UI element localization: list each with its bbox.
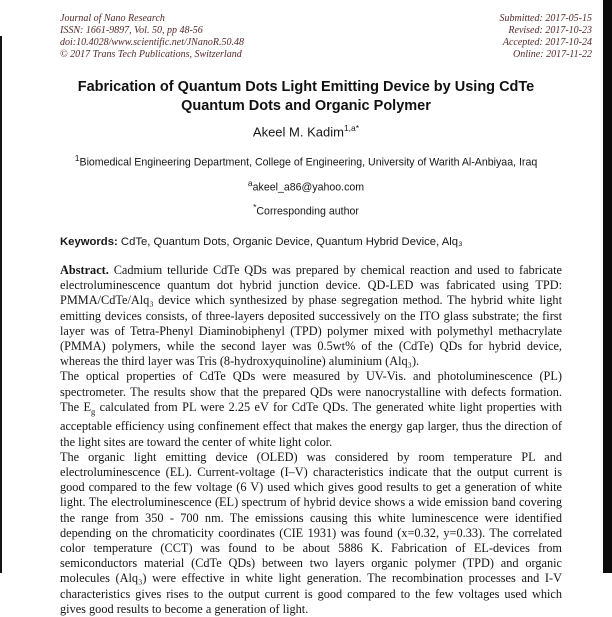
affiliation <box>0 153 612 169</box>
abstract-label: Abstract. <box>60 262 109 277</box>
author-line <box>0 123 612 139</box>
abstract-paragraph-3: The organic light emitting device (OLED) was considered by room temperature PL and electroluminescence (EL). Current-voltage (I–V) characteristics indicate that the output current is good compared to the few voltage (6 V) used which gives good results to get a generation of white light. The electroluminescence (EL) spectrum of hybrid device shows a wide emission band covering the range from 350 - 700 nm. The emissions causing this white luminescence were identified depending on the chromaticity coordinates (CIE 1931) was found (x=0.32, y=0.33). The correlated color temperature (CCT) was found to be about 5886 K. Fabrication of EL-devices from semiconductors material (CdTe QDs) between two layers organic polymer (TPD) and organic molecules (Alq₃) were effective in white light generation. The recombination processes and I-V characteristics gives rises to the output current is good compared to the few voltages used which gives good results to become a generation of light. <box>60 449 562 616</box>
paper-title: Fabrication of Quantum Dots Light Emitting Device by Using CdTe Quantum Dots and Organic Polymer <box>77 79 535 114</box>
affiliation-text: Biomedical Engineering Department, College of Engineering, University of Warith Al-Anbiyaa, Iraq <box>79 156 538 169</box>
author-email <box>0 178 612 194</box>
scan-edge-left <box>0 36 2 573</box>
author-superscript: 1,a* <box>343 123 360 133</box>
journal-doi: doi:10.4028/www.scientific.net/JNanoR.50.48 <box>60 37 244 48</box>
corresponding-marker: * <box>253 202 257 213</box>
keywords-list: CdTe, Quantum Dots, Organic Device, Quantum Hybrid Device, Alq₃ <box>117 235 463 248</box>
keywords-line <box>60 236 562 248</box>
date-online: Online: 2017-11-22 <box>513 49 592 60</box>
abstract-section <box>60 263 562 617</box>
abstract-paragraph-1-text: Cadmium telluride CdTe QDs was prepared by chemical reaction and used to fabricate electroluminescence quantum dot hybrid junction device. QD-LED was fabricated using TPD: PMMA/CdTe/Alq₃ device which synthesized by phase segregation method. The hybrid white light emitting devices consists, of three-layers deposited successively on the ITO glass substrate; the first layer was of Tetra-Phenyl Diaminobiphenyl (TPD) polymer mixed with polymethyl methacrylate (PMMA) polymers, while the second layer was 0.5wt% of the (CdTe) QDs for hybrid device, whereas the third layer was Tris (8-hydroxyquinoline) aluminium (Alq₃). <box>60 262 562 369</box>
abstract-paragraph-2-text-b: calculated from PL were 2.25 eV for CdTe QDs. The generated white light properties with acceptable efficiency using confinement effect that makes the energy gap larger, thus the direction of the light sites are toward the center of white light color. <box>60 399 562 449</box>
abstract-paragraph-1 <box>60 263 562 369</box>
keywords-label: Keywords: <box>60 235 118 248</box>
email-marker: a <box>247 177 253 188</box>
corresponding-author-note <box>0 202 612 218</box>
energy-gap-subscript: g <box>91 406 96 417</box>
date-submitted: Submitted: 2017-05-15 <box>499 13 592 24</box>
email-text: akeel_a86@yahoo.com <box>252 181 365 194</box>
page-header <box>0 0 612 61</box>
date-accepted: Accepted: 2017-10-24 <box>502 37 592 48</box>
author-name: Akeel M. Kadim <box>252 124 344 140</box>
scan-edge-right <box>603 0 612 573</box>
journal-issn-volume: ISSN: 1661-9897, Vol. 50, pp 48-56 <box>60 25 203 36</box>
affiliation-marker: 1 <box>74 153 80 164</box>
submission-dates <box>500 13 593 61</box>
abstract-paragraph-2 <box>60 369 562 449</box>
date-revised: Revised: 2017-10-23 <box>508 25 592 36</box>
journal-info <box>60 13 244 61</box>
abstract-paragraph-2-text-a: The optical properties of CdTe QDs were measured by UV-Vis. and photoluminescence (PL) spectrometer. The results show that the prepared QDs were nanocrystalline with defects formation. The E <box>60 369 562 414</box>
corresponding-text: Corresponding author <box>256 205 359 218</box>
journal-name: Journal of Nano Research <box>60 13 165 24</box>
journal-copyright: © 2017 Trans Tech Publications, Switzerland <box>60 49 242 60</box>
